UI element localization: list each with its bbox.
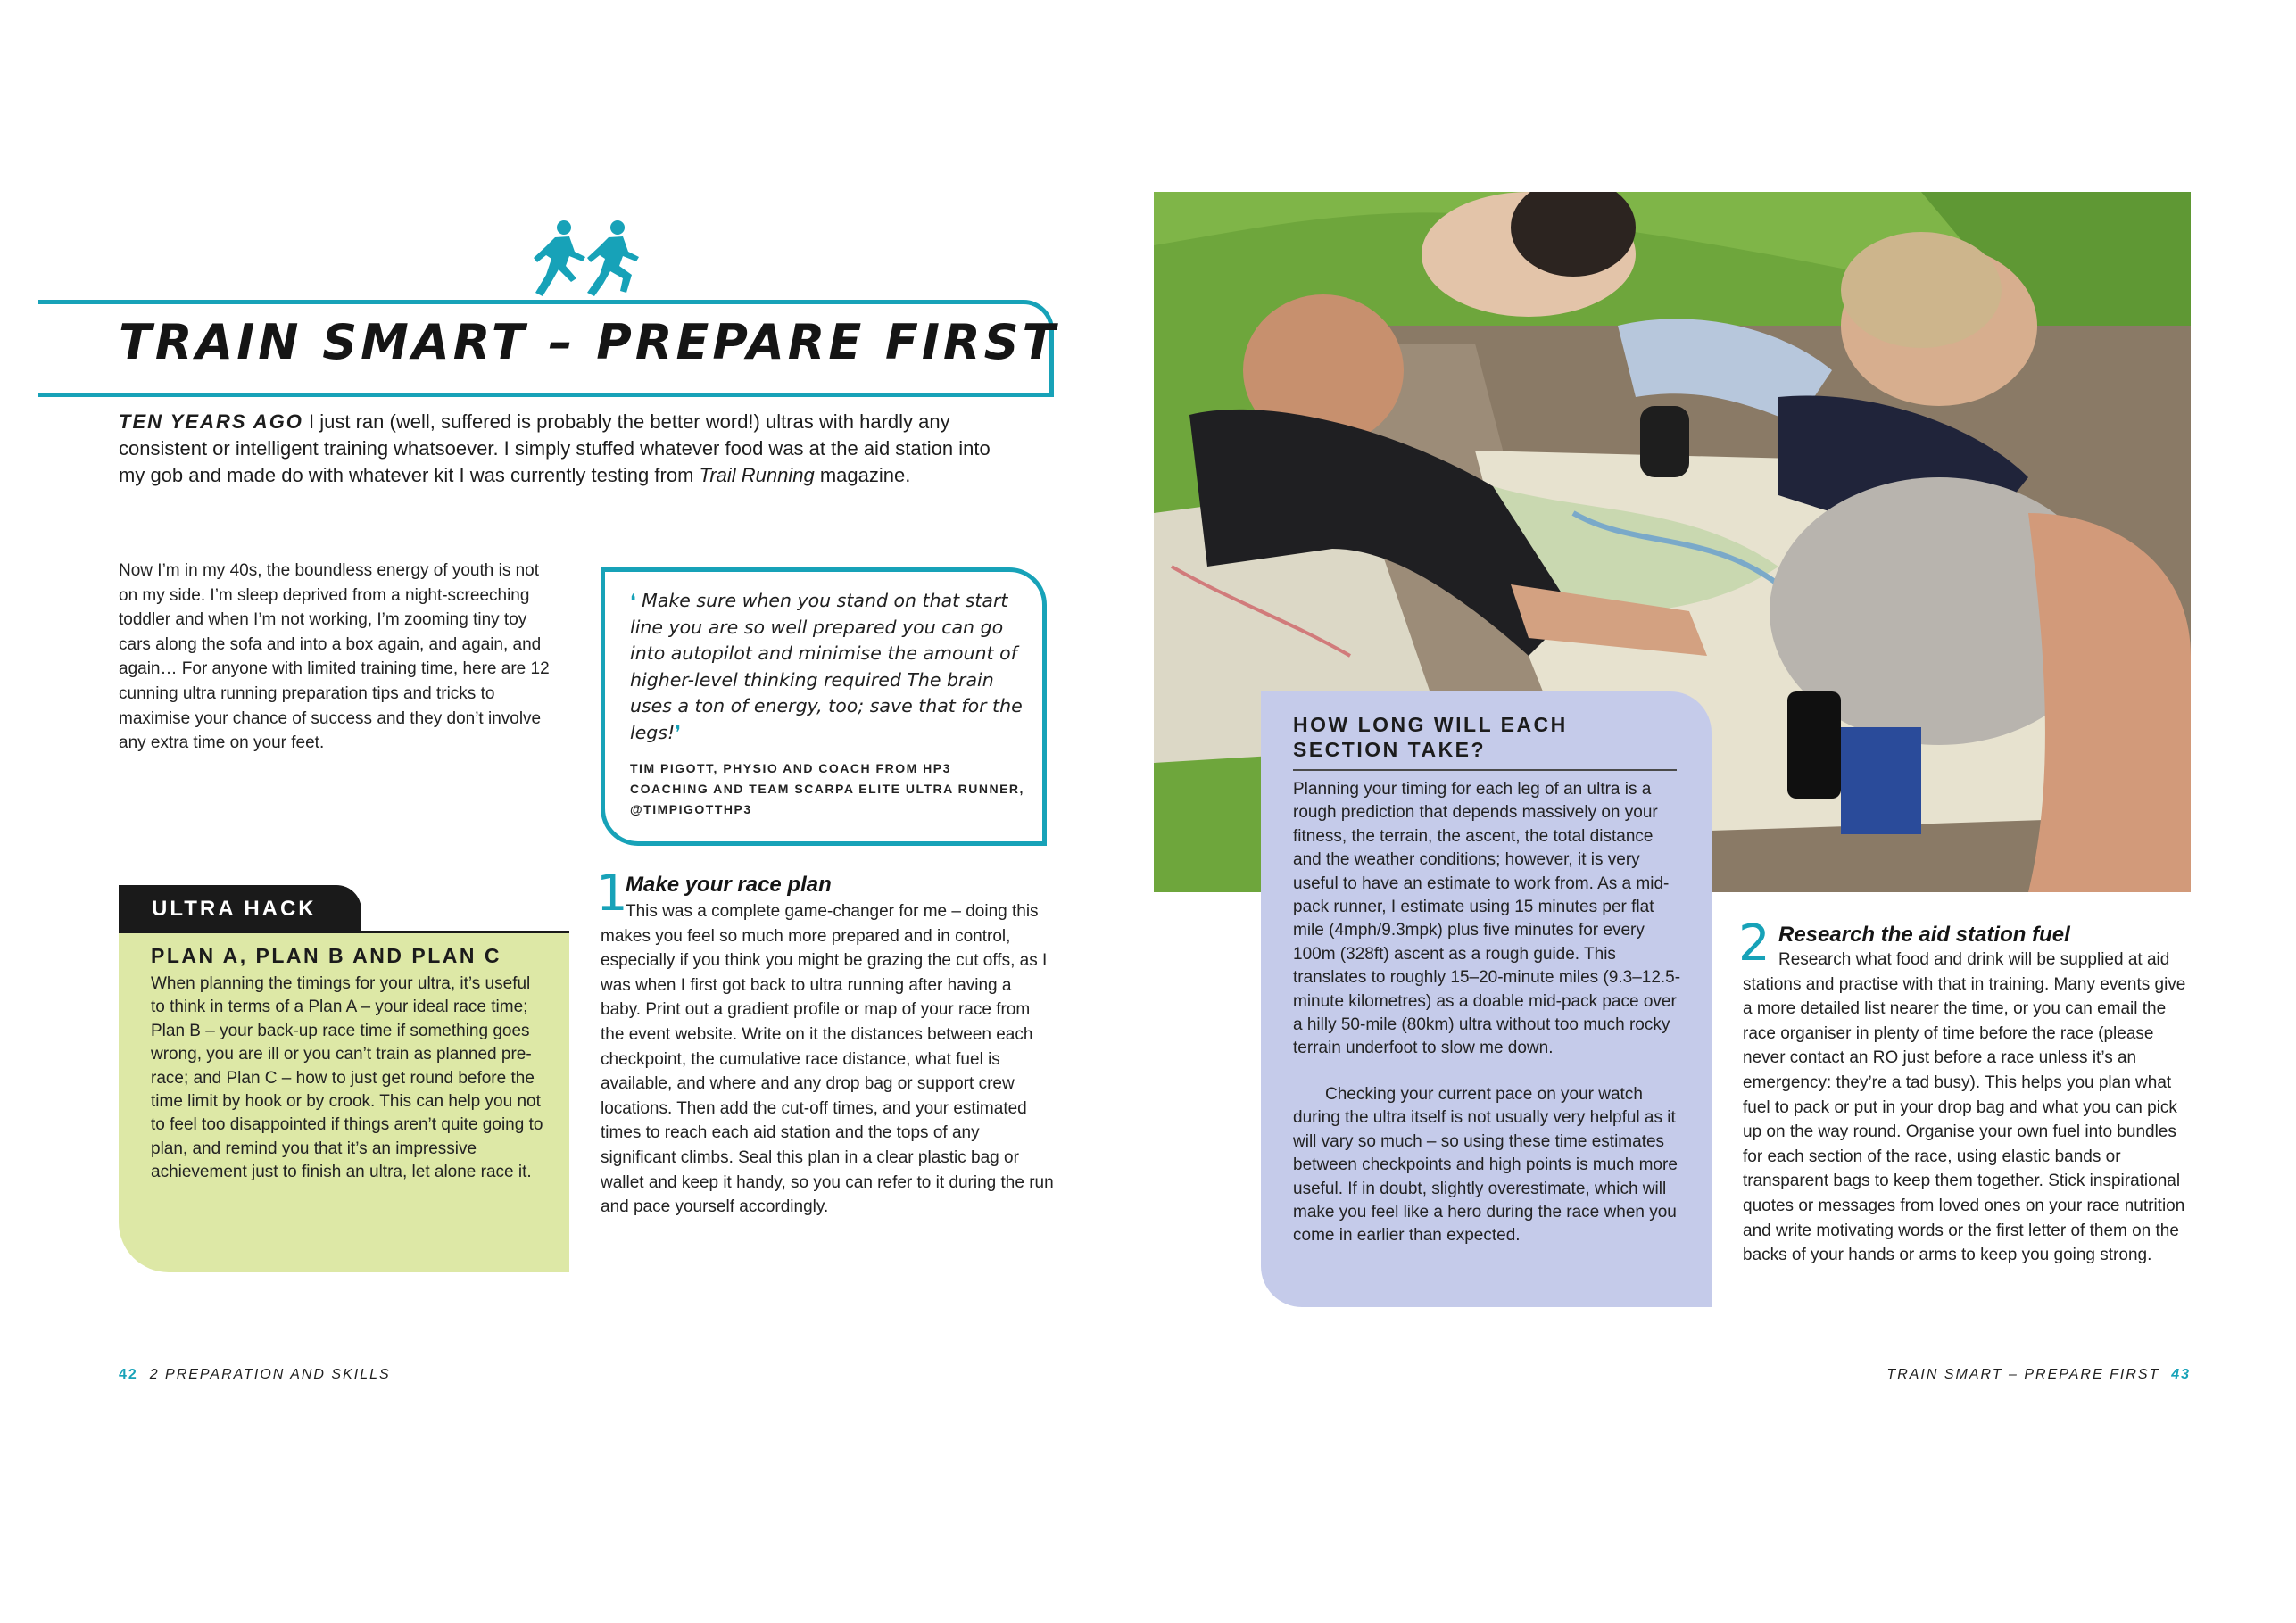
title-underline <box>38 393 1054 397</box>
close-quote-icon: ❜ <box>675 721 681 743</box>
intro-magazine: Trail Running <box>699 464 815 486</box>
page-number-left: 42 <box>119 1367 138 1382</box>
pull-quote <box>630 588 1027 746</box>
section-2-body: Research what food and drink will be supplied at aid stations and practise with that in training. Many events give a more detailed list nearer the time, or you can email the race organiser in plenty of time before the race (please never contact an RO just before a race unless it’s an emergency: they’re a tad busy). This helps you plan what fuel to pack or put in your drop bag and what you can pick up on the way round. Organise your own fuel into bundles for each section of the race, using elastic bands or transparent bags to keep them together. Stick inspirational quotes or messages from loved ones on your race nutrition and write motivating words or the first letter of them on the backs of your hands or arms to keep you going strong. <box>1743 950 2186 1265</box>
sidebar-body-2: Checking your current pace on your watch during the ultra itself is not usually very helpful as it will vary so much – so using these time estimates between checkpoints and high points is much more useful. If in doubt, slightly overestimate, which will make you feel like a hero during the race when you come in earlier than expected. <box>1293 1085 1678 1246</box>
intro-text-2: magazine. <box>814 464 911 486</box>
ultra-hack-label: ULTRA HACK <box>152 897 317 921</box>
ultra-hack-rule <box>119 931 569 933</box>
sidebar-body-1: Planning your timing for each leg of an ultra is a rough prediction that depends massively on your fitness, the terrain, the ascent, the total distance and the weather conditions; however, it is very useful to have an estimate to work from. As a mid-pack runner, I estimate using 15 minutes per flat mile (4mph/9.3mpk) plus five minutes for every 100m (328ft) ascent as a rough guide. This translates to roughly 15–20-minute miles (9.3–12.5-minute kilometres) as a doable mid-pack pace over a hilly 50-mile (80km) ultra without too much rocky terrain underfoot to slow me down. <box>1293 780 1681 1058</box>
left-paragraph: Now I’m in my 40s, the boundless energy of youth is not on my side. I’m sleep deprived from a night-screeching toddler and when I’m not working, I’m zooming tiny toy cars along the sofa and into a box again, and again, and again… For anyone with limited training time, here are 12 cunning ultra running preparation tips and tricks to maximise your chance of success and they don’t involve any extra time on your feet. <box>119 561 550 753</box>
sidebar-title: HOW LONG WILL EACH SECTION TAKE? <box>1293 713 1568 761</box>
section-2-number: 2 <box>1738 915 1770 973</box>
footer-section-right: TRAIN SMART – PREPARE FIRST <box>1886 1367 2160 1382</box>
section-2-heading: Research the aid station fuel <box>1778 923 2070 947</box>
footer-left <box>119 1367 391 1383</box>
footer-right <box>1886 1367 2191 1383</box>
intro-paragraph <box>119 409 1002 489</box>
page-title: TRAIN SMART – PREPARE FIRST <box>119 314 1059 370</box>
footer-section-left: 2 PREPARATION AND SKILLS <box>149 1367 391 1382</box>
ultra-hack-heading: PLAN A, PLAN B AND PLAN C <box>151 944 502 967</box>
section-1-number: 1 <box>596 865 628 923</box>
page-number-right: 43 <box>2171 1367 2191 1382</box>
pull-quote-text: Make sure when you stand on that start line you are so well prepared you can go into autopilot and minimise the amount of higher-level thinking required The brain uses a ton of energy, too; save that for the legs! <box>630 590 1023 743</box>
section-1-body: This was a complete game-changer for me – doing this makes you feel so much more prepared and in control, especially if you think you might be grazing the cut offs, as I was when I first got back to ultra running after having a baby. Print out a gradient profile or map of your race from the event website. Write on it the distances between each checkpoint, the cumulative race distance, what fuel is available, and where and any drop bag or support crew locations. Then add the cut-off times, and your estimated times to reach each aid station and the tops of any significant climbs. Seal this plan in a clear plastic bag or wallet and keep it handy, so you can refer to it during the run and pace yourself accordingly. <box>601 902 1054 1217</box>
pull-quote-attribution: TIM PIGOTT, PHYSIO AND COACH FROM HP3 COACHING AND TEAM SCARPA ELITE ULTRA RUNNER, @TIMPIGOTTHP3 <box>630 761 1024 816</box>
runners-icon <box>525 219 659 305</box>
intro-text-1: I just ran (well, suffered is probably the better word!) ultras with hardly any consistent or intelligent training whatsoever. I simply stuffed whatever food was at the aid station into my gob and made do with whatever kit I was currently testing from <box>119 410 991 486</box>
intro-lead: TEN YEARS AGO <box>119 410 303 433</box>
sidebar-rule <box>1293 769 1677 771</box>
open-quote-icon: ❛ <box>630 590 636 611</box>
section-1-heading: Make your race plan <box>626 873 832 897</box>
ultra-hack-body: When planning the timings for your ultra, it’s useful to think in terms of a Plan A – your ideal race time; Plan B – your back-up race time if something goes wrong, you are ill or you can’t train as planned pre-race; and Plan C – how to just get round before the time limit by hook or by crook. This can help you not to feel too disappointed if things aren’t quite going to plan, and remind you that it’s an impressive achievement just to finish an ultra, let alone race it. <box>151 974 543 1182</box>
